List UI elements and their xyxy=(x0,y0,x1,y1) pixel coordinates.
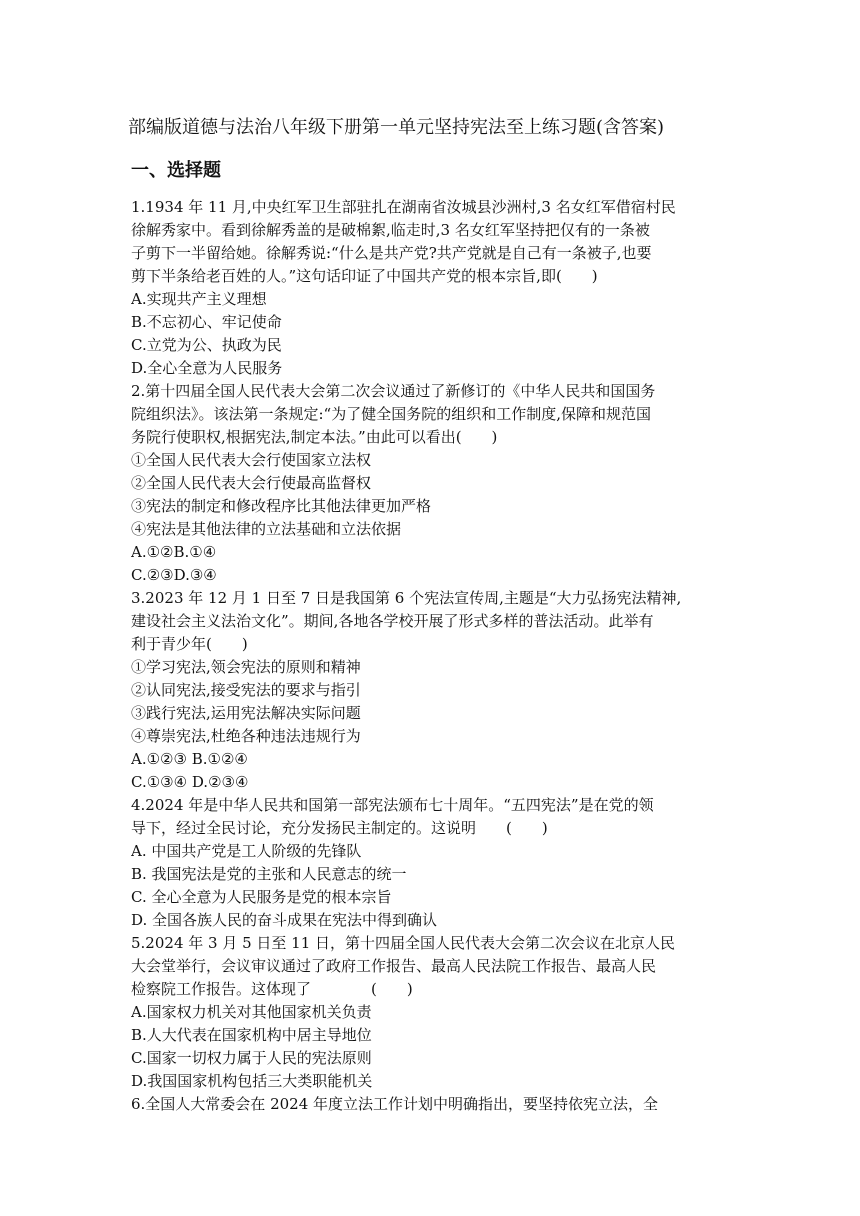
text-line: 利于青少年( ) xyxy=(131,635,248,653)
text-line: D.全心全意为人民服务 xyxy=(131,359,283,377)
text-line: C.国家一切权力属于人民的宪法原则 xyxy=(131,1049,372,1067)
text-line: ②认同宪法,接受宪法的要求与指引 xyxy=(131,681,361,699)
text-line: ①全国人民代表大会行使国家立法权 xyxy=(131,451,372,469)
text-line: ④尊崇宪法,杜绝各种违法违规行为 xyxy=(131,727,361,745)
text-line: A.①②B.①④ xyxy=(131,543,217,561)
text-line: 1.1934 年 11 月,中央红军卫生部驻扎在湖南省汝城县沙洲村,3 名女红军借宿村民 xyxy=(131,198,676,216)
text-line: 剪下半条给老百姓的人。”这句话印证了中国共产党的根本宗旨,即( ) xyxy=(131,267,598,285)
text-line: 务院行使职权,根据宪法,制定本法。”由此可以看出( ) xyxy=(131,428,498,446)
text-line: A.国家权力机关对其他国家机关负责 xyxy=(131,1003,372,1021)
text-line: D.我国国家机构包括三大类职能机关 xyxy=(131,1072,373,1090)
text-line: 徐解秀家中。看到徐解秀盖的是破棉絮,临走时,3 名女红军坚持把仅有的一条被 xyxy=(131,221,650,239)
document-title: 部编版道德与法治八年级下册第一单元坚持宪法至上练习题(含答案) xyxy=(128,117,665,138)
text-line: 导下，经过全民讨论，充分发扬民主制定的。这说明 ( ) xyxy=(131,819,548,837)
text-line: A.①②③ B.①②④ xyxy=(131,750,248,768)
text-line: 2.第十四届全国人民代表大会第二次会议通过了新修订的《中华人民共和国国务 xyxy=(131,382,656,400)
text-line: ②全国人民代表大会行使最高监督权 xyxy=(131,474,372,492)
text-line: 3.2023 年 12 月 1 日至 7 日是我国第 6 个宪法宣传周,主题是“大力弘扬宪法精神, xyxy=(131,589,682,607)
text-line: 检察院工作报告。这体现了 ( ) xyxy=(131,980,413,998)
text-line: 6.全国人大常委会在 2024 年度立法工作计划中明确指出，要坚持依宪立法，全 xyxy=(131,1095,659,1113)
text-line: ③践行宪法,运用宪法解决实际问题 xyxy=(131,704,361,722)
text-line: 子剪下一半留给她。徐解秀说:“什么是共产党?共产党就是自己有一条被子,也要 xyxy=(131,244,652,262)
text-line: 院组织法》。该法第一条规定:“为了健全国务院的组织和工作制度,保障和规范国 xyxy=(131,405,651,423)
text-line: C. 全心全意为人民服务是党的根本宗旨 xyxy=(131,888,392,906)
question-body xyxy=(131,196,741,1116)
text-line: 大会堂举行，会议审议通过了政府工作报告、最高人民法院工作报告、最高人民 xyxy=(131,957,657,975)
text-line: A. 中国共产党是工人阶级的先锋队 xyxy=(131,842,362,860)
text-line: D. 全国各族人民的奋斗成果在宪法中得到确认 xyxy=(131,911,438,929)
text-line: A.实现共产主义理想 xyxy=(131,290,267,308)
text-line: C.②③D.③④ xyxy=(131,566,217,584)
text-line: ③宪法的制定和修改程序比其他法律更加严格 xyxy=(131,497,432,515)
text-line: C.立党为公、执政为民 xyxy=(131,336,282,354)
section-heading: 一、选择题 xyxy=(131,160,221,181)
text-line: C.①③④ D.②③④ xyxy=(131,773,249,791)
text-line: 建设社会主义法治文化”。期间,各地各学校开展了形式多样的普法活动。此举有 xyxy=(131,612,654,630)
text-line: ①学习宪法,领会宪法的原则和精神 xyxy=(131,658,361,676)
text-line: 5.2024 年 3 月 5 日至 11 日，第十四届全国人民代表大会第二次会议在北京人民 xyxy=(131,934,676,952)
text-line: 4.2024 年是中华人民共和国第一部宪法颁布七十周年。“五四宪法”是在党的领 xyxy=(131,796,654,814)
text-line: B.不忘初心、牢记使命 xyxy=(131,313,282,331)
text-line: B.人大代表在国家机构中居主导地位 xyxy=(131,1026,372,1044)
text-line: ④宪法是其他法律的立法基础和立法依据 xyxy=(131,520,402,538)
text-line: B. 我国宪法是党的主张和人民意志的统一 xyxy=(131,865,407,883)
